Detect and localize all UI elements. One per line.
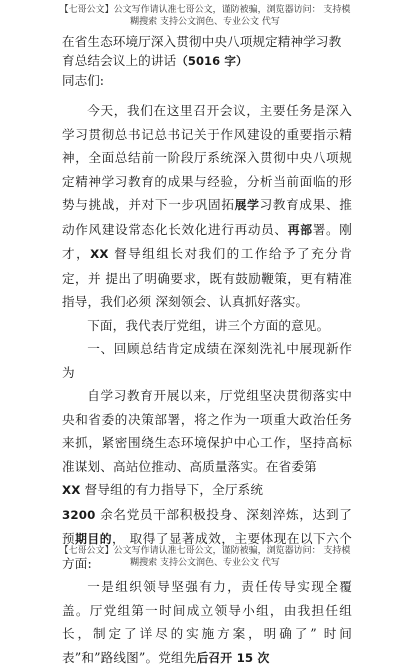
section-heading-1: 一、回顾总结肯定成绩在深刻洗礼中展现新作为 xyxy=(62,341,352,380)
header-line-1: 【七哥公文】公文写作请认准七哥公文，谨防被骗，浏览器访问： 支持模 xyxy=(59,5,351,15)
title-word-count: （5016 字） xyxy=(176,54,248,68)
p1-text-a: 今天，我们在这里召开会议，主要任务是深入学习贯彻总书记总书记关于作风建设的重要指示精神，全面总结前一阶段厅系统深入贯彻中央八项规定精神学习教育的成果与经验，分析当前面临的形势与挑战，并对下一步巩固拓 xyxy=(62,103,352,212)
p6-bold-1: 后召开 xyxy=(196,650,233,665)
p5-bold-2: 3200 xyxy=(62,507,96,522)
paragraph-outline-intro: 下面，我代表厅党组，讲三个方面的意见。 xyxy=(87,317,330,333)
footer-line-2: 糊搜索 支持公文润色、专业公文 代写 xyxy=(130,558,280,568)
p5-text-a: 督导组的有力指导下，全厅系统 xyxy=(80,482,264,497)
p1-bold-1: 展学 xyxy=(234,198,260,212)
p6-text-a: 一是组织领导坚强有力，责任传导实现全覆盖。厅党组第一时间成立领导小组，由我担任组长，制定了详尽的实施方案，明确了” 时间表”和”路线图”。党组先 xyxy=(62,579,352,665)
paragraph-summary: 自学习教育开展以来，厅党组坚决贯彻落实中央和省委的决策部署，将之作为一项重大政治任务来抓，紧密围绕生态环境保护中心工作，坚持高标准谋划、高站位推动、高质量落实。在省委第 xyxy=(62,388,352,474)
p5-text-c: ， 取得了显著成效，主要体现在以下六个方面: xyxy=(62,531,353,571)
p5-text-b: 余名党员干部积极投身、深刻淬炼，达到了预 xyxy=(62,506,352,546)
p1-text-e: 督导组组长对我们的工作给予了充分肯定，并 提出了明确要求，既有鼓励鞭策，更有精准指导，我们必须 深刻领会、认真抓好落实。 xyxy=(62,246,352,309)
p1-text-d: 署。刚才， xyxy=(62,221,352,261)
paragraph-point-1 xyxy=(62,575,352,670)
greeting: 同志们: xyxy=(62,73,105,88)
p5-bold-1: XX xyxy=(62,483,81,497)
p1-bold-3: XX xyxy=(90,247,109,261)
page-header-banner xyxy=(0,4,410,28)
document-title xyxy=(62,32,352,71)
p6-bold-2: 15 次 xyxy=(232,650,270,665)
p5-bold-3: 期目的 xyxy=(75,532,113,546)
title-text: 在省生态环境厅深入贯彻中央八项规定精神学习教育总结会议上的讲话 xyxy=(62,34,342,68)
header-line-2: 糊搜索 支持公文润色、专业公文 代写 xyxy=(130,17,280,27)
paragraph-opening xyxy=(62,99,352,314)
p1-bold-2: 再部 xyxy=(287,222,313,237)
footer-line-1: 【七哥公文】公文写作请认准七哥公文，谨防被骗，浏览器访问： 支持模 xyxy=(59,546,351,556)
document-body xyxy=(62,32,352,670)
page-footer-banner xyxy=(0,545,410,569)
p1-text-c: 习教育成果、推动作风建设常态化长效化进行再动员、 xyxy=(62,197,352,237)
